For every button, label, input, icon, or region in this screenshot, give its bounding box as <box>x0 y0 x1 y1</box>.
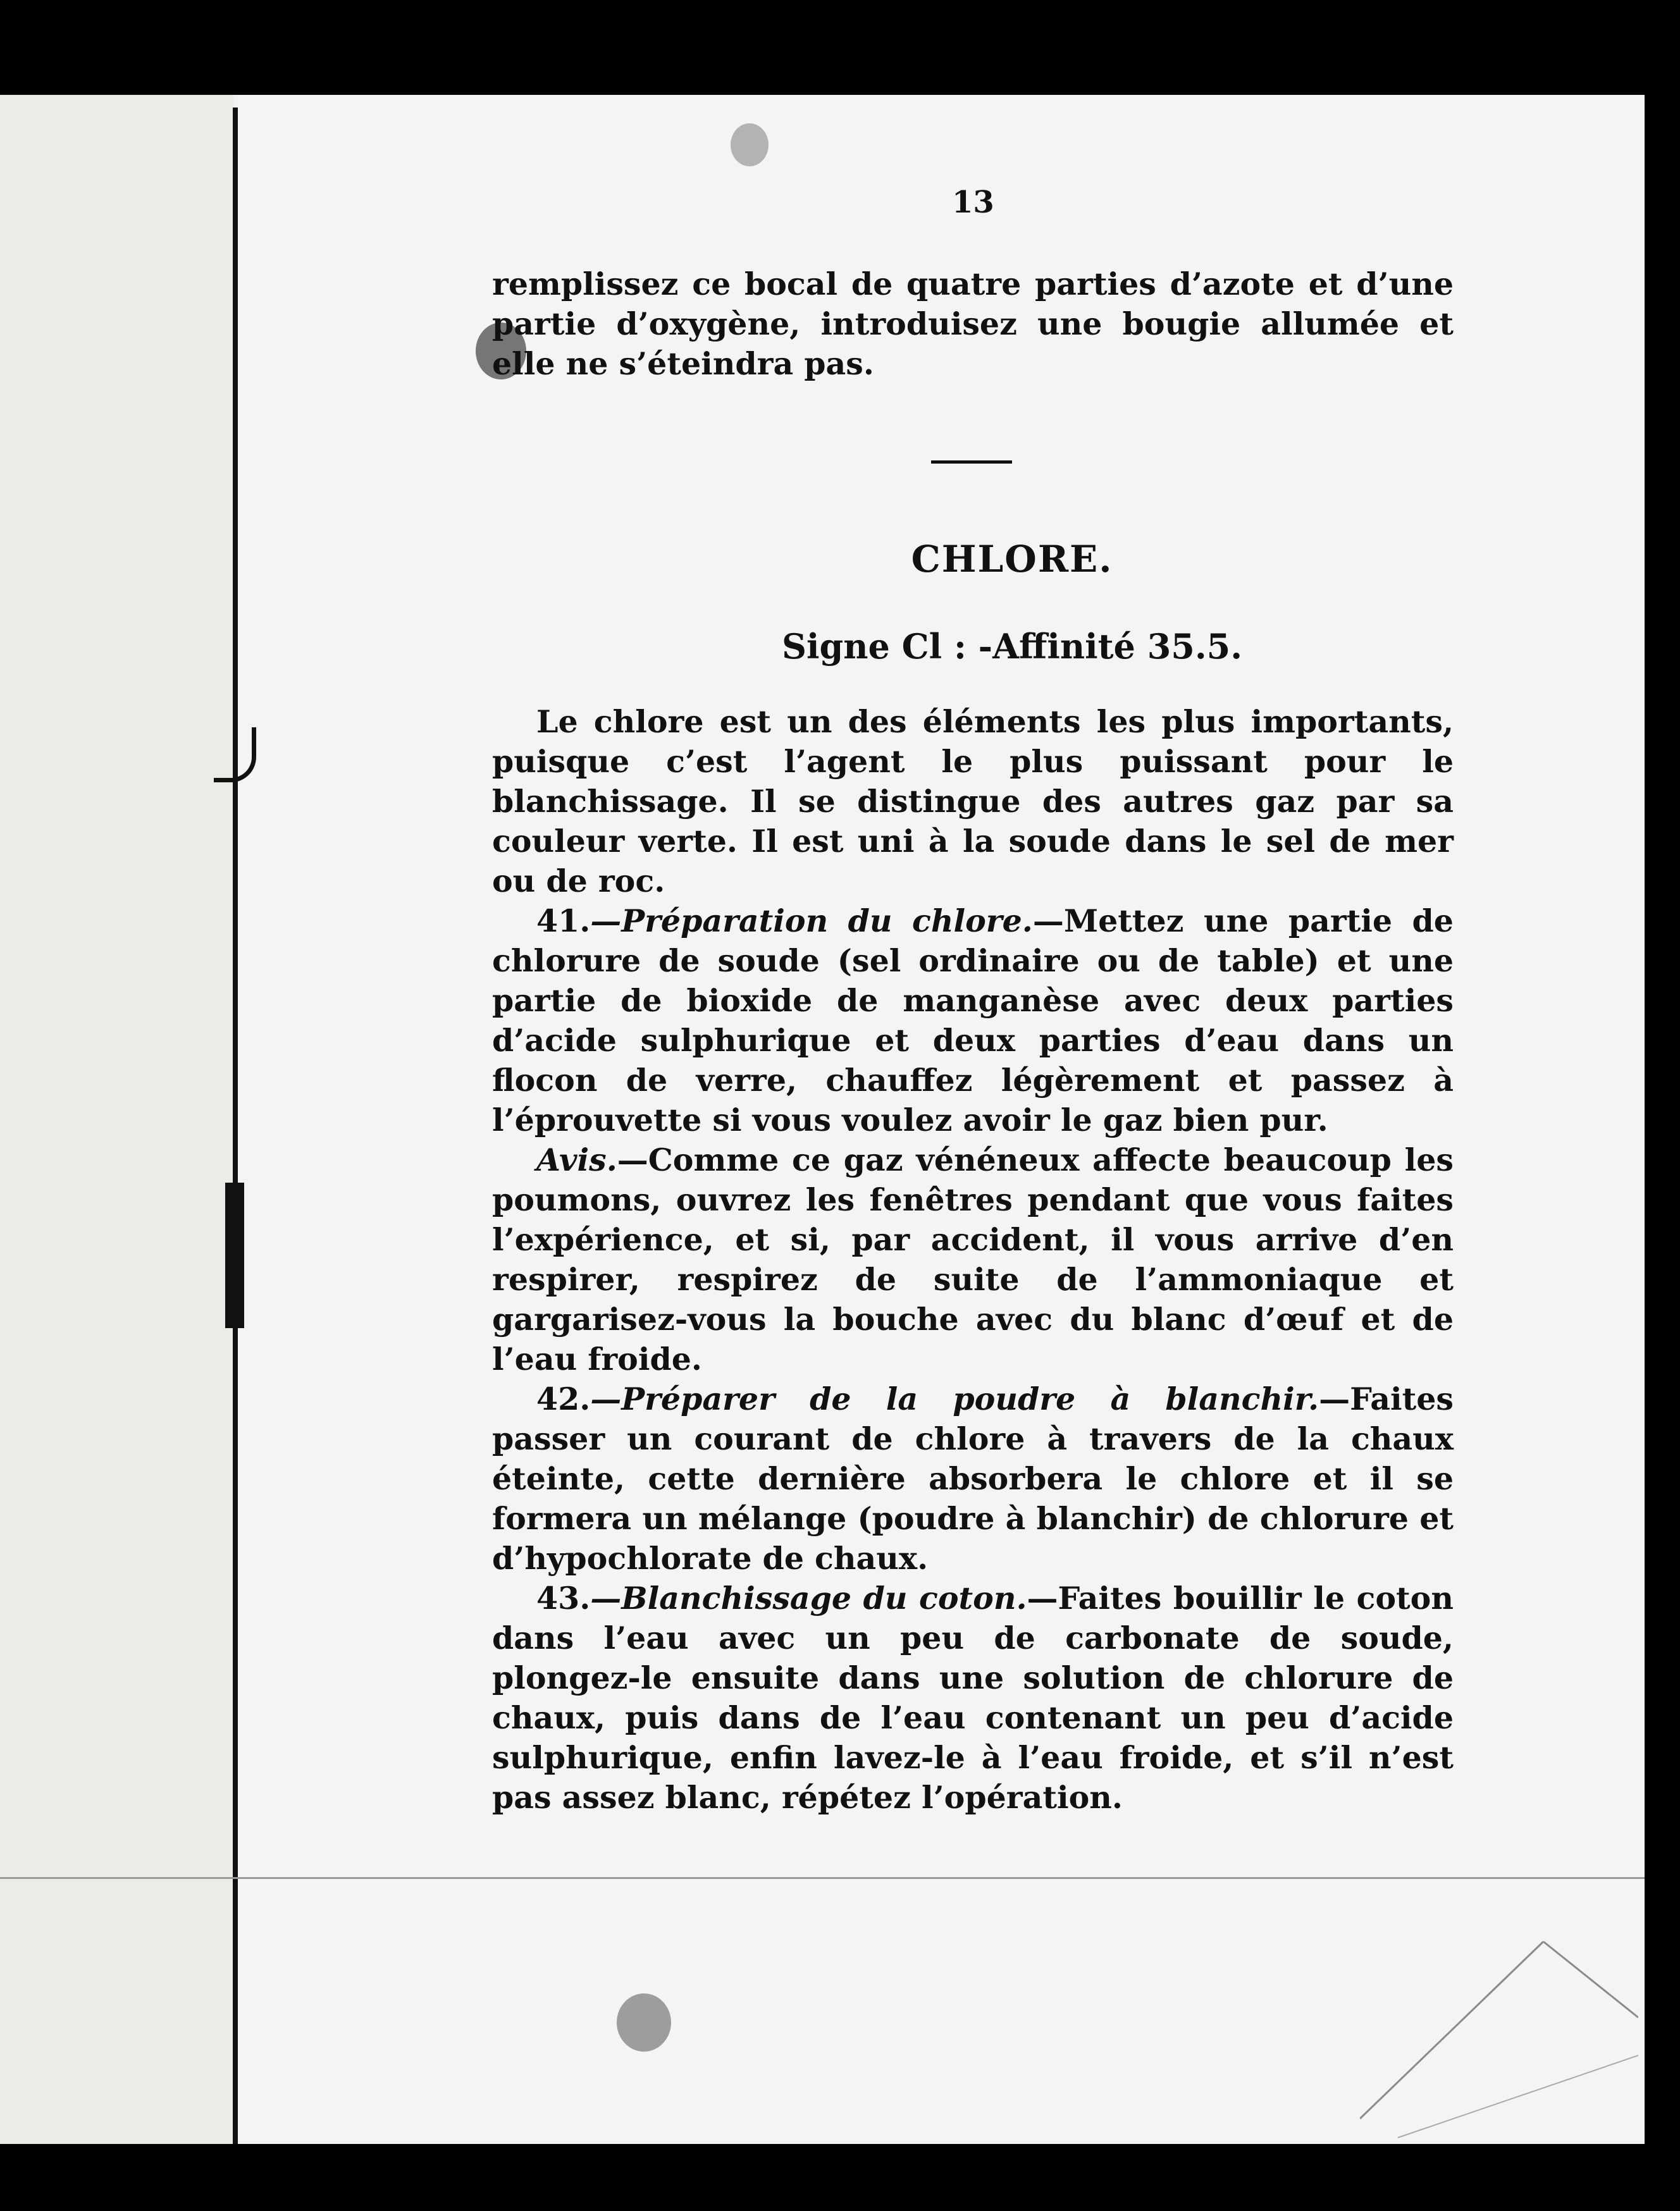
film-border-right <box>1645 0 1680 2211</box>
paragraph <box>492 702 1454 901</box>
left-page-edge <box>0 95 234 2144</box>
section-body <box>492 702 1454 1818</box>
paragraph-text: remplissez ce bocal de quatre parties d’azote et d’une partie d’oxygène, introduisez une bougie allumée et elle ne s’éteindra pas. <box>492 266 1454 382</box>
paragraph-text: Le chlore est un des éléments les plus importants, puisque c’est l’agent le plus puissant pour le blanchissage. Il se distingue des autres gaz par sa couleur verte. Il est uni à la soude dans le sel de mer ou de roc. <box>492 703 1454 899</box>
paragraph-text: —Faites passer un courant de chlore à travers de la chaux éteinte, cette dernière absorbera le chlore et il se formera un mélange (poudre à blanchir) de chlorure et d’hypochlorate de chaux. <box>492 1381 1454 1577</box>
paragraph-text: —Comme ce gaz vénéneux affecte beaucoup les poumons, ouvrez les fenêtres pendant que vous faites l’expérience, et si, par accident, il vous arrive d’en respirer, respirez de suite de l’ammoniaque et gargarisez-vous la bouche avec du blanc d’œuf et de l’eau froide. <box>492 1142 1454 1377</box>
ink-smudge <box>731 123 769 166</box>
item-title: Avis. <box>536 1142 617 1178</box>
item-title: —Blanchissage du coton. <box>590 1580 1027 1617</box>
section-subtitle: Signe Cl : -Affinité 35.5. <box>781 626 1243 667</box>
paragraph-avis <box>492 1140 1454 1379</box>
continued-paragraph <box>492 264 1454 384</box>
item-number: 43. <box>536 1580 591 1617</box>
ink-smudge <box>617 1993 671 2052</box>
paragraph-text: —Faites bouillir le coton dans l’eau avec un peu de carbonate de soude, plongez-le ensuite dans une solution de chlorure de chaux, puis dans de l’eau contenant un peu d’acide sulphurique, enfin lavez-le à l’eau froide, et s’il n’est pas assez blanc, répétez l’opération. <box>492 1580 1454 1816</box>
section-title: CHLORE. <box>911 538 1113 581</box>
page-corner-fold <box>1360 1929 1638 2144</box>
scan-artifact-line <box>0 1877 1645 1879</box>
paragraph-42 <box>492 1379 1454 1579</box>
item-title: —Préparer de la poudre à blanchir. <box>590 1381 1319 1417</box>
item-title: —Préparation du chlore. <box>590 902 1033 939</box>
page-number: 13 <box>952 185 994 220</box>
film-border-bottom <box>0 2144 1680 2211</box>
paragraph-text: —Mettez une partie de chlorure de soude (sel ordinaire ou de table) et une partie de bioxide de manganèse avec deux parties d’acide sulphurique et deux parties d’eau dans un flocon de verre, chauffez légèrement et passez à l’éprouvette si vous voulez avoir le gaz bien pur. <box>492 902 1454 1138</box>
paragraph-43 <box>492 1579 1454 1818</box>
item-number: 42. <box>536 1381 591 1417</box>
spine-dark-mark <box>225 1183 244 1328</box>
item-number: 41. <box>536 902 591 939</box>
film-border-top <box>0 0 1680 95</box>
section-divider <box>931 460 1012 464</box>
book-spine-line <box>233 108 238 2144</box>
paragraph-41 <box>492 901 1454 1140</box>
